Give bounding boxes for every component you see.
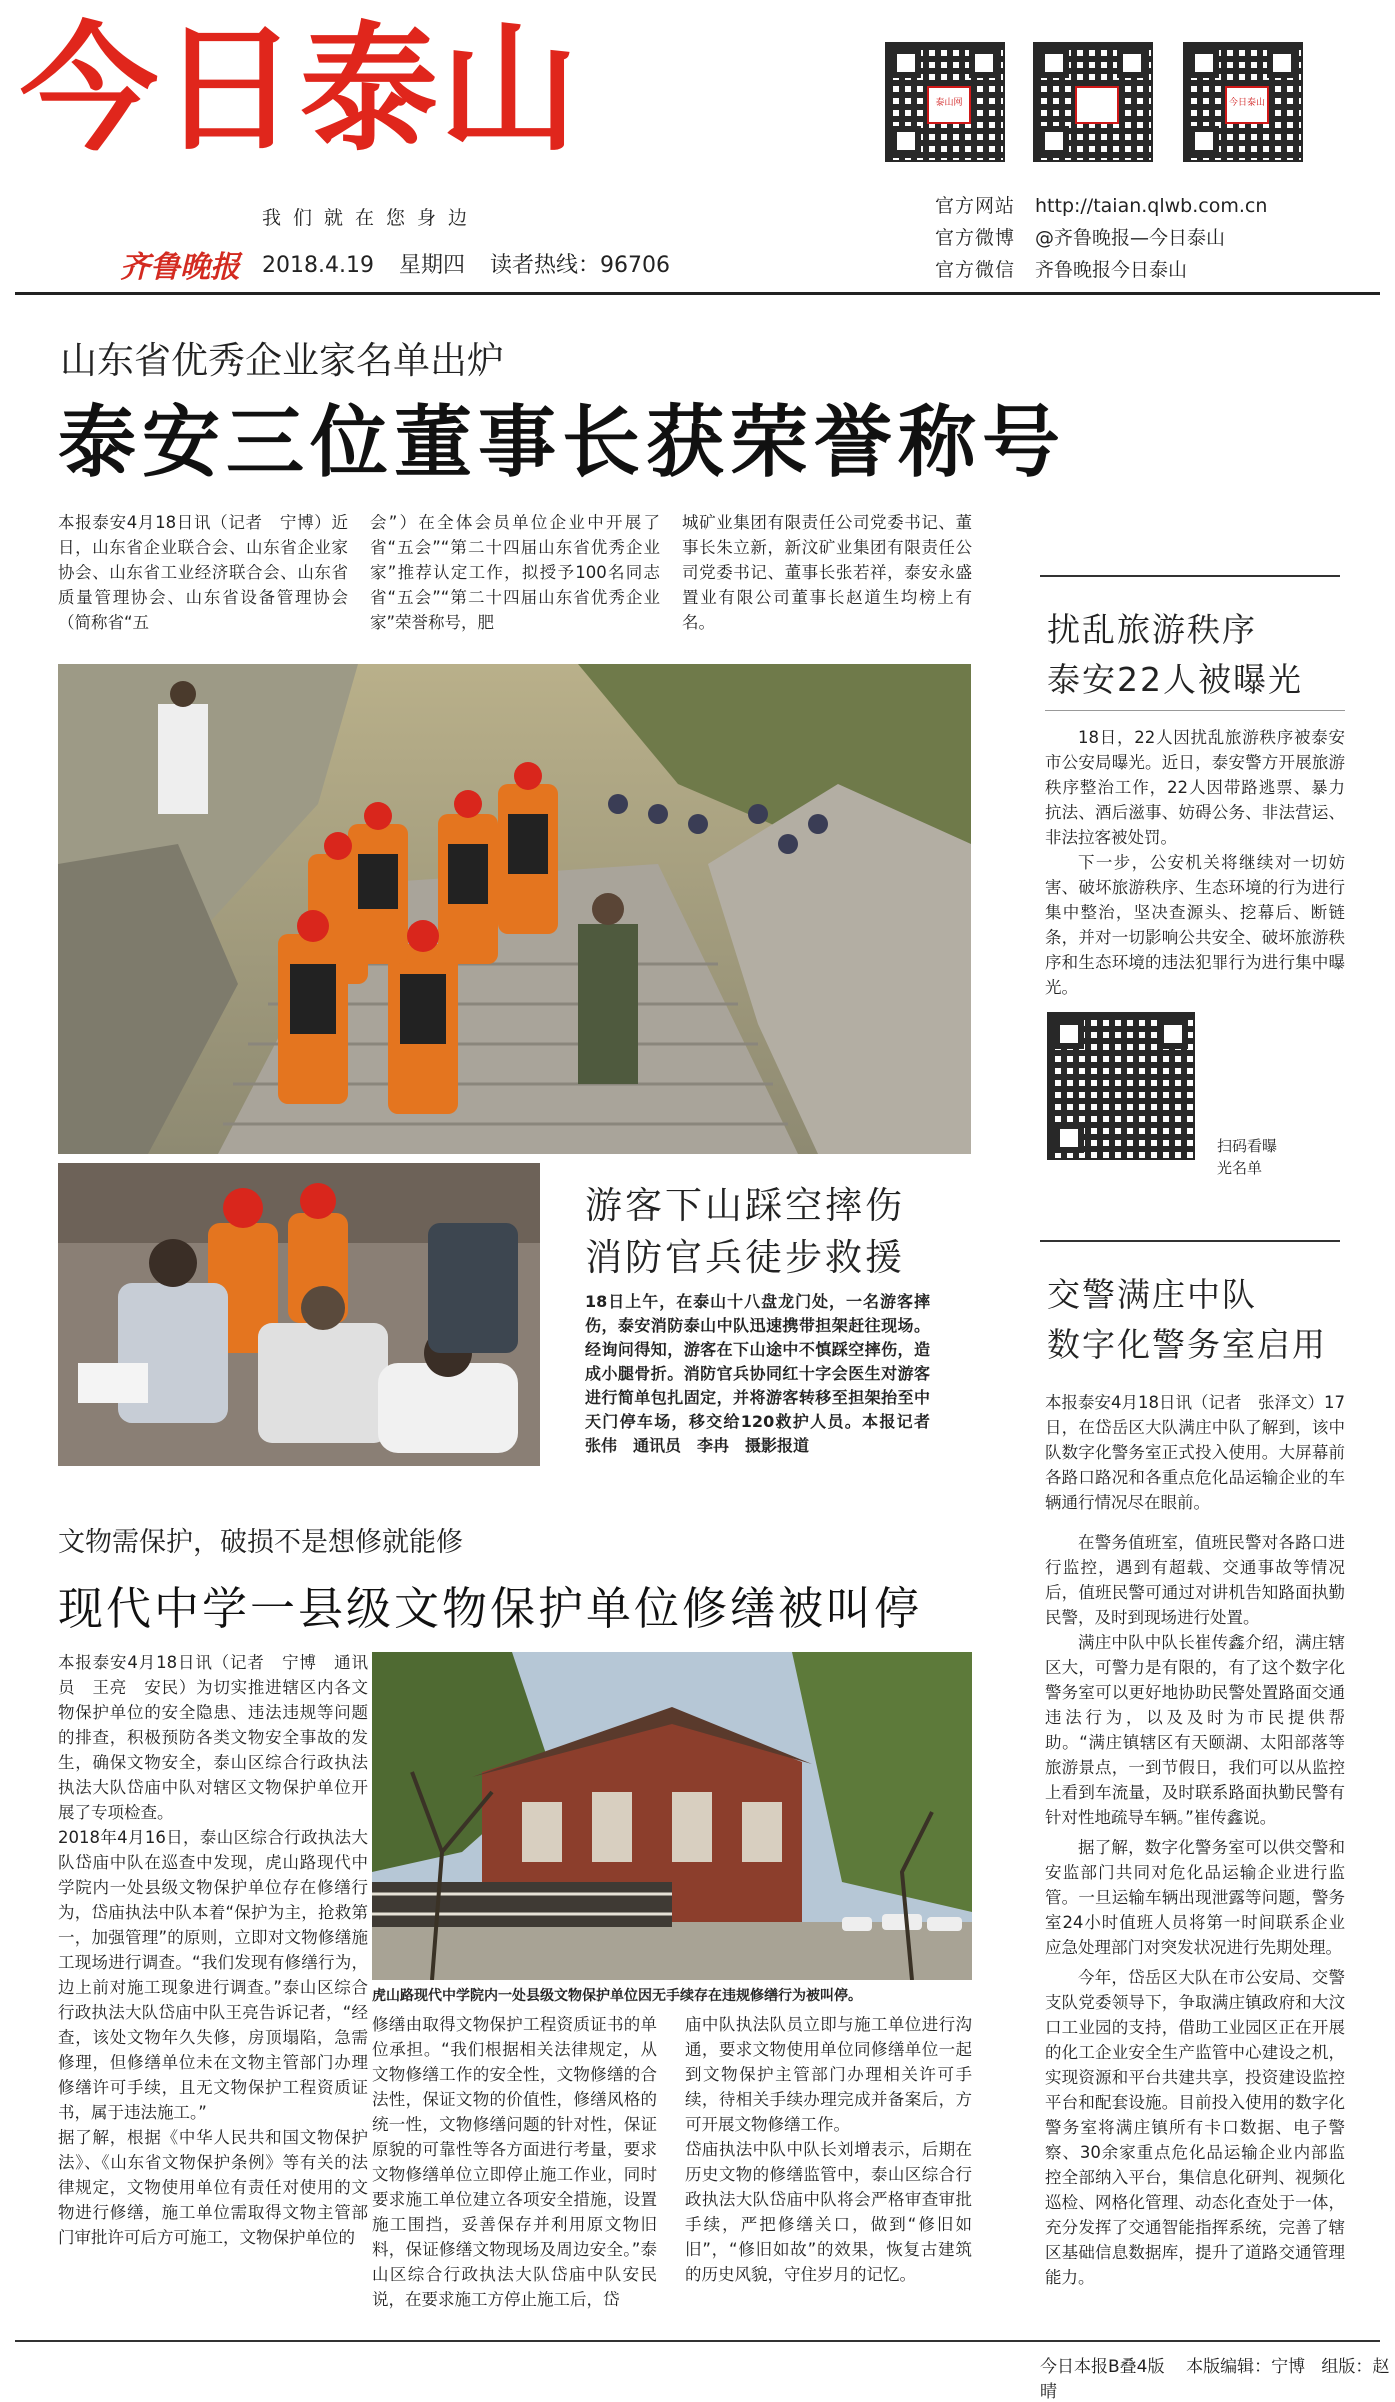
heritage-column-1: 本报泰安4月18日讯（记者 宁博 通讯员 王亮 安民）为切实推进辖区内各文物保护单位的安全隐患、违法违规等问题的排查，积极预防各类文物安全事故的发生，确保文物安全，泰山区综合行政执法执法大队岱庙中队对辖区文物保护单位开展了专项检查。 2018年4月16日，泰山区综合行政执法大队岱庙中队在巡查中发现，虎山路现代中学院内一处县级文物保护单位存在修缮行为，岱庙执法中队本着“保护为主，抢救第一，加强管理”的原则，立即对文物修缮施工现场进行调查。“我们发现有修缮行为，边上前对施工现象进行调查。”泰山区综合行政执法大队岱庙中队王亮告诉记者，“经查，该处文物年久失修，房顶塌陷，急需修理，但修缮单位未在文物主管部门办理修缮许可手续，且无文物保护工程资质证书，属于违法施工。” 据了解，根据《中华人民共和国文物保护法》、《山东省文物保护条例》等有关的法律规定，文物使用单位有责任对使用的文物进行修缮，施工单位需取得文物主管部门审批许可后方可施工，文物保护单位的: [58, 1653, 368, 2247]
issue-weekday: 星期四: [398, 253, 465, 278]
heritage-headline: 现代中学一县级文物保护单位修缮被叫停: [58, 1582, 923, 1635]
sidebar1-title-1: 扰乱旅游秩序: [1047, 610, 1257, 649]
official-website[interactable]: http://taian.qlwb.com.cn: [1035, 195, 1268, 217]
issue-date: 2018.4.19: [262, 253, 374, 278]
school-building-image: [372, 1652, 972, 1980]
official-key: 官方微信: [935, 259, 1016, 281]
lead-column-2: 会”）在全体会员单位企业中开展了省“五会”“第二十四届山东省优秀企业家”推荐认定工作，拟授予100名同志省“五会”“第二十四届山东省优秀企业家”荣誉称号，肥: [370, 513, 660, 632]
qr-logo: 今日泰山: [1225, 86, 1269, 124]
qr-logo: [1075, 86, 1119, 124]
heritage-photo: [372, 1652, 972, 1980]
footer-divider: [15, 2340, 1380, 2342]
sidebar2-title-2: 数字化警务室启用: [1047, 1325, 1327, 1364]
first-aid-image: [58, 1163, 540, 1466]
footer-pages: 今日本报B叠4版: [1040, 2357, 1165, 2377]
sidebar2-paragraph-2: 在警务值班室，值班民警对各路口进行监控，遇到有超载、交通事故等情况后，值班民警可通过对讲机告知路面执勤民警，及时到现场进行处置。: [1045, 1533, 1345, 1627]
rescue-body: 18日上午，在泰山十八盘龙门处，一名游客摔伤，泰安消防泰山中队迅速携带担架赶往现场。经询问得知，游客在下山途中不慎踩空摔伤，造成小腿骨折。消防官兵协同红十字会医生对游客进行简单包扎固定，并将游客转移至担架抬至中天门停车场，移交给120救护人员。本报记者 张伟 通讯员 李冉 摄影报道: [585, 1292, 947, 1455]
sidebar2-paragraph-1: 本报泰安4月18日讯（记者 张泽文）17日，在岱岳区大队满庄中队了解到，该中队数字化警务室正式投入使用。大屏幕前各路口路况和各重点危化品运输企业的车辆通行情况尽在眼前。: [1045, 1393, 1345, 1512]
official-key: 官方网站: [935, 195, 1016, 217]
masthead-divider: [15, 292, 1380, 295]
sidebar2-paragraph-3: 满庄中队中队长崔传鑫介绍，满庄辖区大，可警力是有限的，有了这个数字化警务室可以更好地协助民警处置路面交通违法行为，以及及时为市民提供帮助。“满庄镇辖区有天颐湖、太阳部落等旅游景点，一到节假日，我们可以从监控上看到车流量，及时联系路面执勤民警有针对性地疏导车辆。”崔传鑫说。: [1045, 1633, 1345, 1827]
footer-editor: 本版编辑：宁博: [1186, 2357, 1306, 2377]
footer-layout: 组版：赵晴: [1040, 2357, 1390, 2402]
heritage-photo-caption: 虎山路现代中学院内一处县级文物保护单位因无手续存在违规修缮行为被叫停。: [372, 1988, 862, 2004]
qr-code-icon[interactable]: [1183, 42, 1303, 162]
sidebar2-paragraph-5: 今年，岱岳区大队在市公安局、交警支队党委领导下，争取满庄镇政府和大汶口工业园的支持，借助工业园区正在开展的化工企业安全生产监管中心建设之机，实现资源和平台共建共享，投资建设监控平台和配套设施。目前投入使用的数字化警务室将满庄镇所有卡口数据、电子警察、30余家重点危化品运输企业内部监控全部纳入平台，集信息化研判、视频化巡检、网格化管理、动态化查处于一体，充分发挥了交通智能指挥系统，完善了辖区基础信息数据库，提升了道路交通管理能力。: [1045, 1968, 1345, 2287]
sidebar2-paragraph-4: 据了解，数字化警务室可以供交警和安监部门共同对危化品运输企业进行监管。一旦运输车辆出现泄露等问题，警务室24小时值班人员将第一时间联系企业应急处理部门对突发状况进行先期处理。: [1045, 1838, 1345, 1957]
masthead-logo: 今日泰山: [20, 9, 581, 170]
sidebar2-title-1: 交警满庄中队: [1047, 1275, 1257, 1314]
rescue-photo-inset: [58, 1163, 540, 1466]
qr-caption: 扫码看曝光名单: [1217, 1137, 1278, 1177]
qr-code-icon[interactable]: [885, 42, 1005, 162]
sidebar-divider: [1040, 1240, 1340, 1242]
official-weibo[interactable]: @齐鲁晚报—今日泰山: [1035, 227, 1226, 249]
heritage-kicker: 文物需保护，破损不是想修就能修: [58, 1527, 463, 1558]
lead-kicker: 山东省优秀企业家名单出炉: [60, 339, 504, 382]
reader-hotline: 读者热线：96706: [489, 253, 670, 278]
official-key: 官方微博: [935, 227, 1016, 249]
sidebar1-paragraph-2: 下一步，公安机关将继续对一切妨害、破坏旅游秩序、生态环境的行为进行集中整治，坚决查源头、挖幕后、断链条，并对一切影响公共安全、破坏旅游秩序和生态环境的违法犯罪行为进行集中曝光。: [1045, 853, 1345, 997]
sidebar-divider: [1045, 710, 1345, 711]
rescue-photo-main: [58, 664, 971, 1154]
paper-name: 齐鲁晚报: [120, 250, 240, 285]
lead-column-3: 城矿业集团有限责任公司党委书记、董事长朱立新，新汶矿业集团有限责任公司党委书记、董事长张若祥，泰安永盛置业有限公司董事长赵道生均榜上有名。: [682, 513, 972, 632]
qr-code-icon[interactable]: [1033, 42, 1153, 162]
sidebar-divider: [1040, 575, 1340, 577]
dateline: [262, 248, 688, 279]
official-wechat[interactable]: 齐鲁晚报今日泰山: [1035, 259, 1188, 281]
qr-logo: 泰山网: [927, 86, 971, 124]
sidebar1-paragraph-1: 18日，22人因扰乱旅游秩序被泰安市公安局曝光。近日，泰安警方开展旅游秩序整治工作，22人因带路逃票、暴力抗法、酒后滋事、妨碍公务、非法营运、非法拉客被处罚。: [1045, 728, 1345, 847]
rescue-title-1: 游客下山踩空摔伤: [585, 1184, 905, 1227]
lead-column-1: 本报泰安4月18日讯（记者 宁博）近日，山东省企业联合会、山东省企业家协会、山东省工业经济联合会、山东省质量管理协会、山东省设备管理协会（简称省“五: [58, 513, 348, 632]
slogan: 我们就在您身边: [262, 207, 480, 229]
firefighters-stairs-image: [58, 664, 971, 1154]
heritage-column-3: 庙中队执法队员立即与施工单位进行沟通，要求文物使用单位同修缮单位一起到文物保护主管部门办理相关许可手续，待相关手续办理完成并备案后，方可开展文物修缮工作。 岱庙执法中队中队长刘增表示，后期在历史文物的修缮监管中，泰山区综合行政执法大队岱庙中队将会严格审查审批手续，严把修缮关口，做到“修旧如旧”，“修旧如故”的效果，恢复古建筑的历史风貌，守住岁月的记忆。: [685, 2015, 972, 2284]
official-channels: [935, 190, 1267, 286]
heritage-column-2: 修缮由取得文物保护工程资质证书的单位承担。“我们根据相关法律规定，从文物修缮工作的安全性，文物修缮的合法性，保证文物的价值性，修缮风格的统一性，文物修缮问题的针对性，保证原貌的可靠性等各方面进行考量，要求文物修缮单位立即停止施工作业，同时要求施工单位建立各项安全措施，设置施工围挡，妥善保存并利用原文物旧料，保证修缮文物现场及周边安全。”泰山区综合行政执法大队岱庙中队安民说，在要求施工方停止施工后，岱: [372, 2015, 657, 2309]
exposure-list-qr-icon[interactable]: [1047, 1012, 1195, 1160]
rescue-title-2: 消防官兵徒步救援: [585, 1236, 905, 1279]
lead-headline: 泰安三位董事长获荣誉称号: [58, 398, 1067, 488]
sidebar1-title-2: 泰安22人被曝光: [1047, 660, 1303, 699]
